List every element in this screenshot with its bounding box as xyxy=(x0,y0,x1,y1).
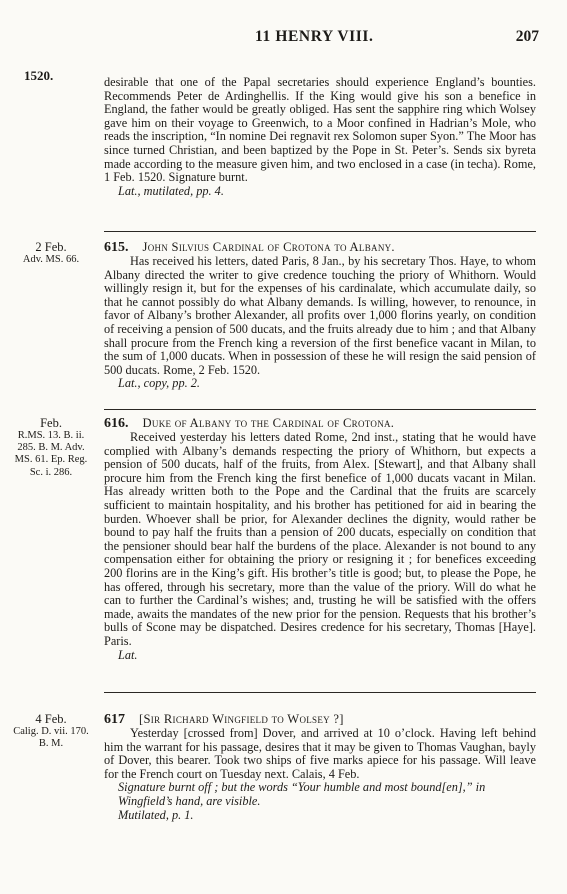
entry-616-note: Lat. xyxy=(118,647,138,662)
entry-617-note2: Mutilated, p. 1. xyxy=(118,807,194,822)
continuation-note: Lat., mutilated, pp. 4. xyxy=(118,183,224,198)
entry-617-text: Yesterday [crossed from] Dover, and arrived at 10 o’clock. Having left behind him the warrant for his passage, desires that it may be given to Thomas Vaughan, bayly of Dover, this bearer. Took two ships of five marks apiece for his passage. Will leave for the French court on Tuesday next. Calais, 4 Feb. xyxy=(104,726,536,781)
entry-617-refs: Calig. D. vii. 170. B. M. xyxy=(13,726,89,750)
entry-divider xyxy=(104,692,536,693)
entry-615-note: Lat., copy, pp. 2. xyxy=(118,376,200,391)
entry-617-number: 617 xyxy=(104,712,125,727)
entry-616-text: Received yesterday his letters dated Rome, 2nd inst., stating that he would have complied with Albany’s demands respecting the priory of Whithorn, but expects a pension of 500 ducats, half of the fruits, from Alex. [Stewart], and that Albany shall procure him from the French king the first benefice of 1,000 ducats vacant in Milan. Has already written both to the Pope and the Cardinal that the fruits are scarcely sufficient to maintain hospitality, and his brother has petitioned for aid in bearing the burden. Whoever shall be prior, for Alexander declines the dignity, would rather be bound to pay half the fruits than a pension of 200 ducats, especially on condition that the pensioner should bear half the burdens of the place. Alexander is not bound to any compensation either for obtaining the priory or resigning it ; for benefices exceeding 200 florins are in the King’s gift. His brother’s title is good; but, to please the Pope, he has offered, through his secretary, more than the value of the priory. Will do what he can to further the Cardinal’s wishes; and, trusting he will be satisfied with the offers made, awaits the mandates of the new prior for the pension. Requests that his brother’s bulls of Scone may be dispatched. Desires credence for his secretary, Thomas [Haye]. Paris. xyxy=(104,430,536,648)
continuation-block xyxy=(104,76,536,198)
entry-616-date: Feb. xyxy=(40,416,62,430)
running-title: 11 HENRY VIII. xyxy=(255,28,374,45)
margin-year: 1520. xyxy=(24,68,54,83)
entry-617-note: Signature burnt off ; but the words “Your humble and most bound[en],” in Wingfield’s hand, are visible. xyxy=(118,780,486,808)
continuation-text: desirable that one of the Papal secretaries should experience England’s bounties. Recommends Peter de Ardinghellis. If the King would give his son a benefice in England, the father would be greatly obliged. Has sent the sapphire ring which Wolsey gave him on their voyage to Greenwich, to a Moor confined in Hadrian’s Mole, who reads the inscription, “In nomine Dei regnavit rex Solomon super Syon.” The Moor has since turned Christian, and been baptized by the Pope in St. Peter’s. Sends six byreta made according to the measure given him, and two enclosed in a case (in techa). Rome, 1 Feb. 1520. Signature burnt. xyxy=(104,75,536,185)
entry-615-refs: Adv. MS. 66. xyxy=(22,254,80,265)
entry-615-number: 615. xyxy=(104,240,129,255)
entry-615-margin xyxy=(10,240,92,266)
entry-617 xyxy=(104,712,536,822)
page-header xyxy=(0,28,567,48)
entry-616 xyxy=(104,416,536,662)
entry-616-number: 616. xyxy=(104,416,129,431)
entry-615-text: Has received his letters, dated Paris, 8 Jan., by his secretary Thos. Haye, to whom Albany directed the writer to give credence touching the priory of Whithorn. Would willingly resign it, but for the expenses of his cardinalate, which accumulate daily, so that he cannot possibly do what Albany demands. Is willing, however, to renounce, in favor of Albany’s brother Alexander, all profits over 1,000 florins yearly, on condition of receiving a pension of 500 ducats, and the fruits already due to him ; and that Albany shall procure from the French king a reversion of the first benefice vacant in Milan, to the sum of 1,000 ducats. When in possession of these he will resign the said pension of 500 ducats. Rome, 2 Feb. 1520. xyxy=(104,254,536,377)
entry-616-refs: R.MS. 13. B. ii. 285. B. M. Adv. MS. 61. Ep. Reg. Sc. i. 286. xyxy=(14,430,88,478)
entry-616-margin xyxy=(10,416,92,479)
page-number: 207 xyxy=(515,28,539,45)
entry-617-date: 4 Feb. xyxy=(35,712,67,726)
entry-617-margin xyxy=(10,712,92,750)
entry-divider xyxy=(104,409,536,410)
entry-615-date: 2 Feb. xyxy=(35,240,67,254)
entry-divider xyxy=(104,231,536,232)
entry-616-title: Duke of Albany to the Cardinal of Crotona. xyxy=(142,416,395,430)
entry-615-title: John Silvius Cardinal of Crotona to Albany. xyxy=(142,240,395,254)
entry-615 xyxy=(104,240,536,391)
entry-617-title: [Sir Richard Wingfield to Wolsey ?] xyxy=(139,712,344,726)
